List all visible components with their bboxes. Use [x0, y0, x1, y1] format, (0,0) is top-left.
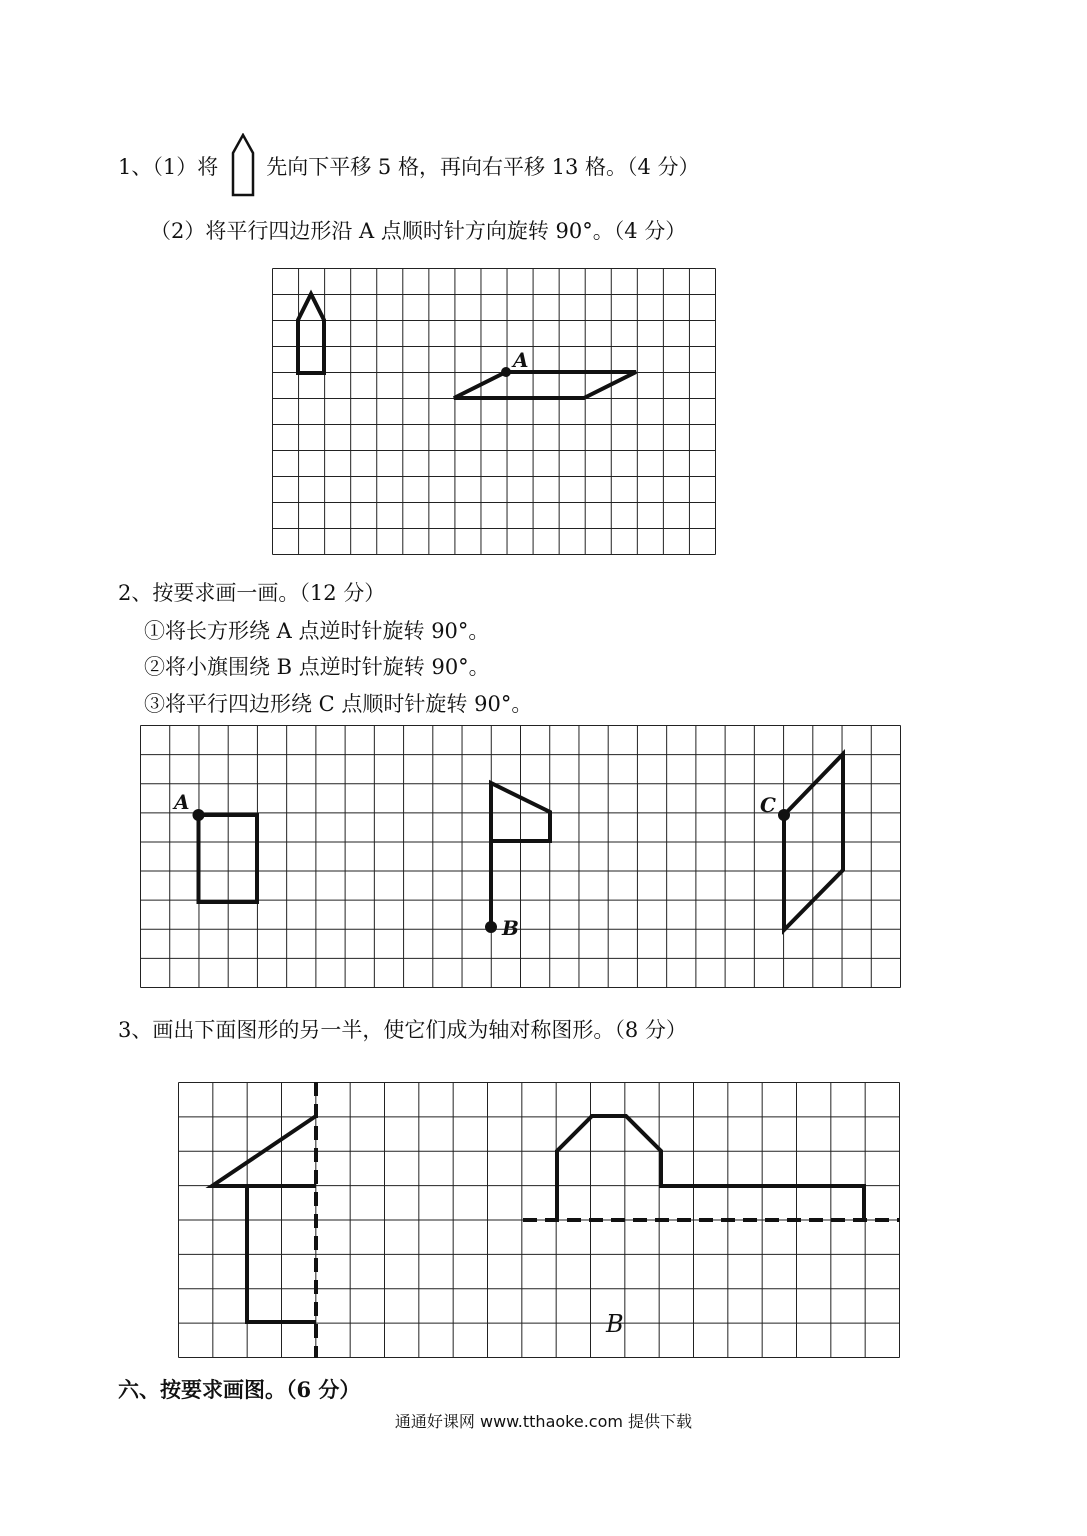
point-c-dot: [778, 809, 790, 821]
question-2-item-1: ①将长方形绕 A 点逆时针旋转 90°。: [144, 619, 490, 643]
grid-1: [272, 268, 718, 557]
question-3-title: 3、画出下面图形的另一半，使它们成为轴对称图形。（8 分）: [118, 1018, 687, 1042]
question-1-part-2: （2）将平行四边形沿 A 点顺时针方向旋转 90°。（4 分）: [150, 219, 687, 243]
footer-credit: 通通好课网 www.tthaoke.com 提供下载: [394, 1412, 693, 1431]
question-2-title: 2、按要求画一画。（12 分）: [118, 581, 386, 605]
grid-2: [140, 725, 902, 989]
point-a-dot: [193, 809, 205, 821]
pencil-shape-icon: [230, 133, 256, 201]
question-1-prefix: 1、（1）将: [118, 154, 219, 179]
point-b-label: B: [502, 916, 519, 940]
half-figure-left: [212, 1116, 316, 1322]
question-2-item-2: ②将小旗围绕 B 点逆时针旋转 90°。: [144, 655, 490, 679]
question-1-instruction: 先向下平移 5 格，再向右平移 13 格。（4 分）: [266, 154, 700, 179]
section-6-title: 六、按要求画图。（6 分）: [118, 1377, 361, 1402]
point-c-label: C: [760, 793, 776, 817]
question-2-item-3: ③将平行四边形绕 C 点顺时针旋转 90°。: [144, 692, 533, 716]
point-a-label: A: [513, 348, 529, 372]
pencil-figure: [298, 294, 324, 373]
point-a-dot: [501, 367, 511, 377]
question-1-part-1: [118, 135, 700, 199]
label-b: B: [606, 1310, 624, 1338]
point-a-label: A: [174, 790, 190, 814]
grid-3: [178, 1082, 902, 1360]
point-b-dot: [485, 921, 497, 933]
half-figure-right: [557, 1116, 864, 1220]
